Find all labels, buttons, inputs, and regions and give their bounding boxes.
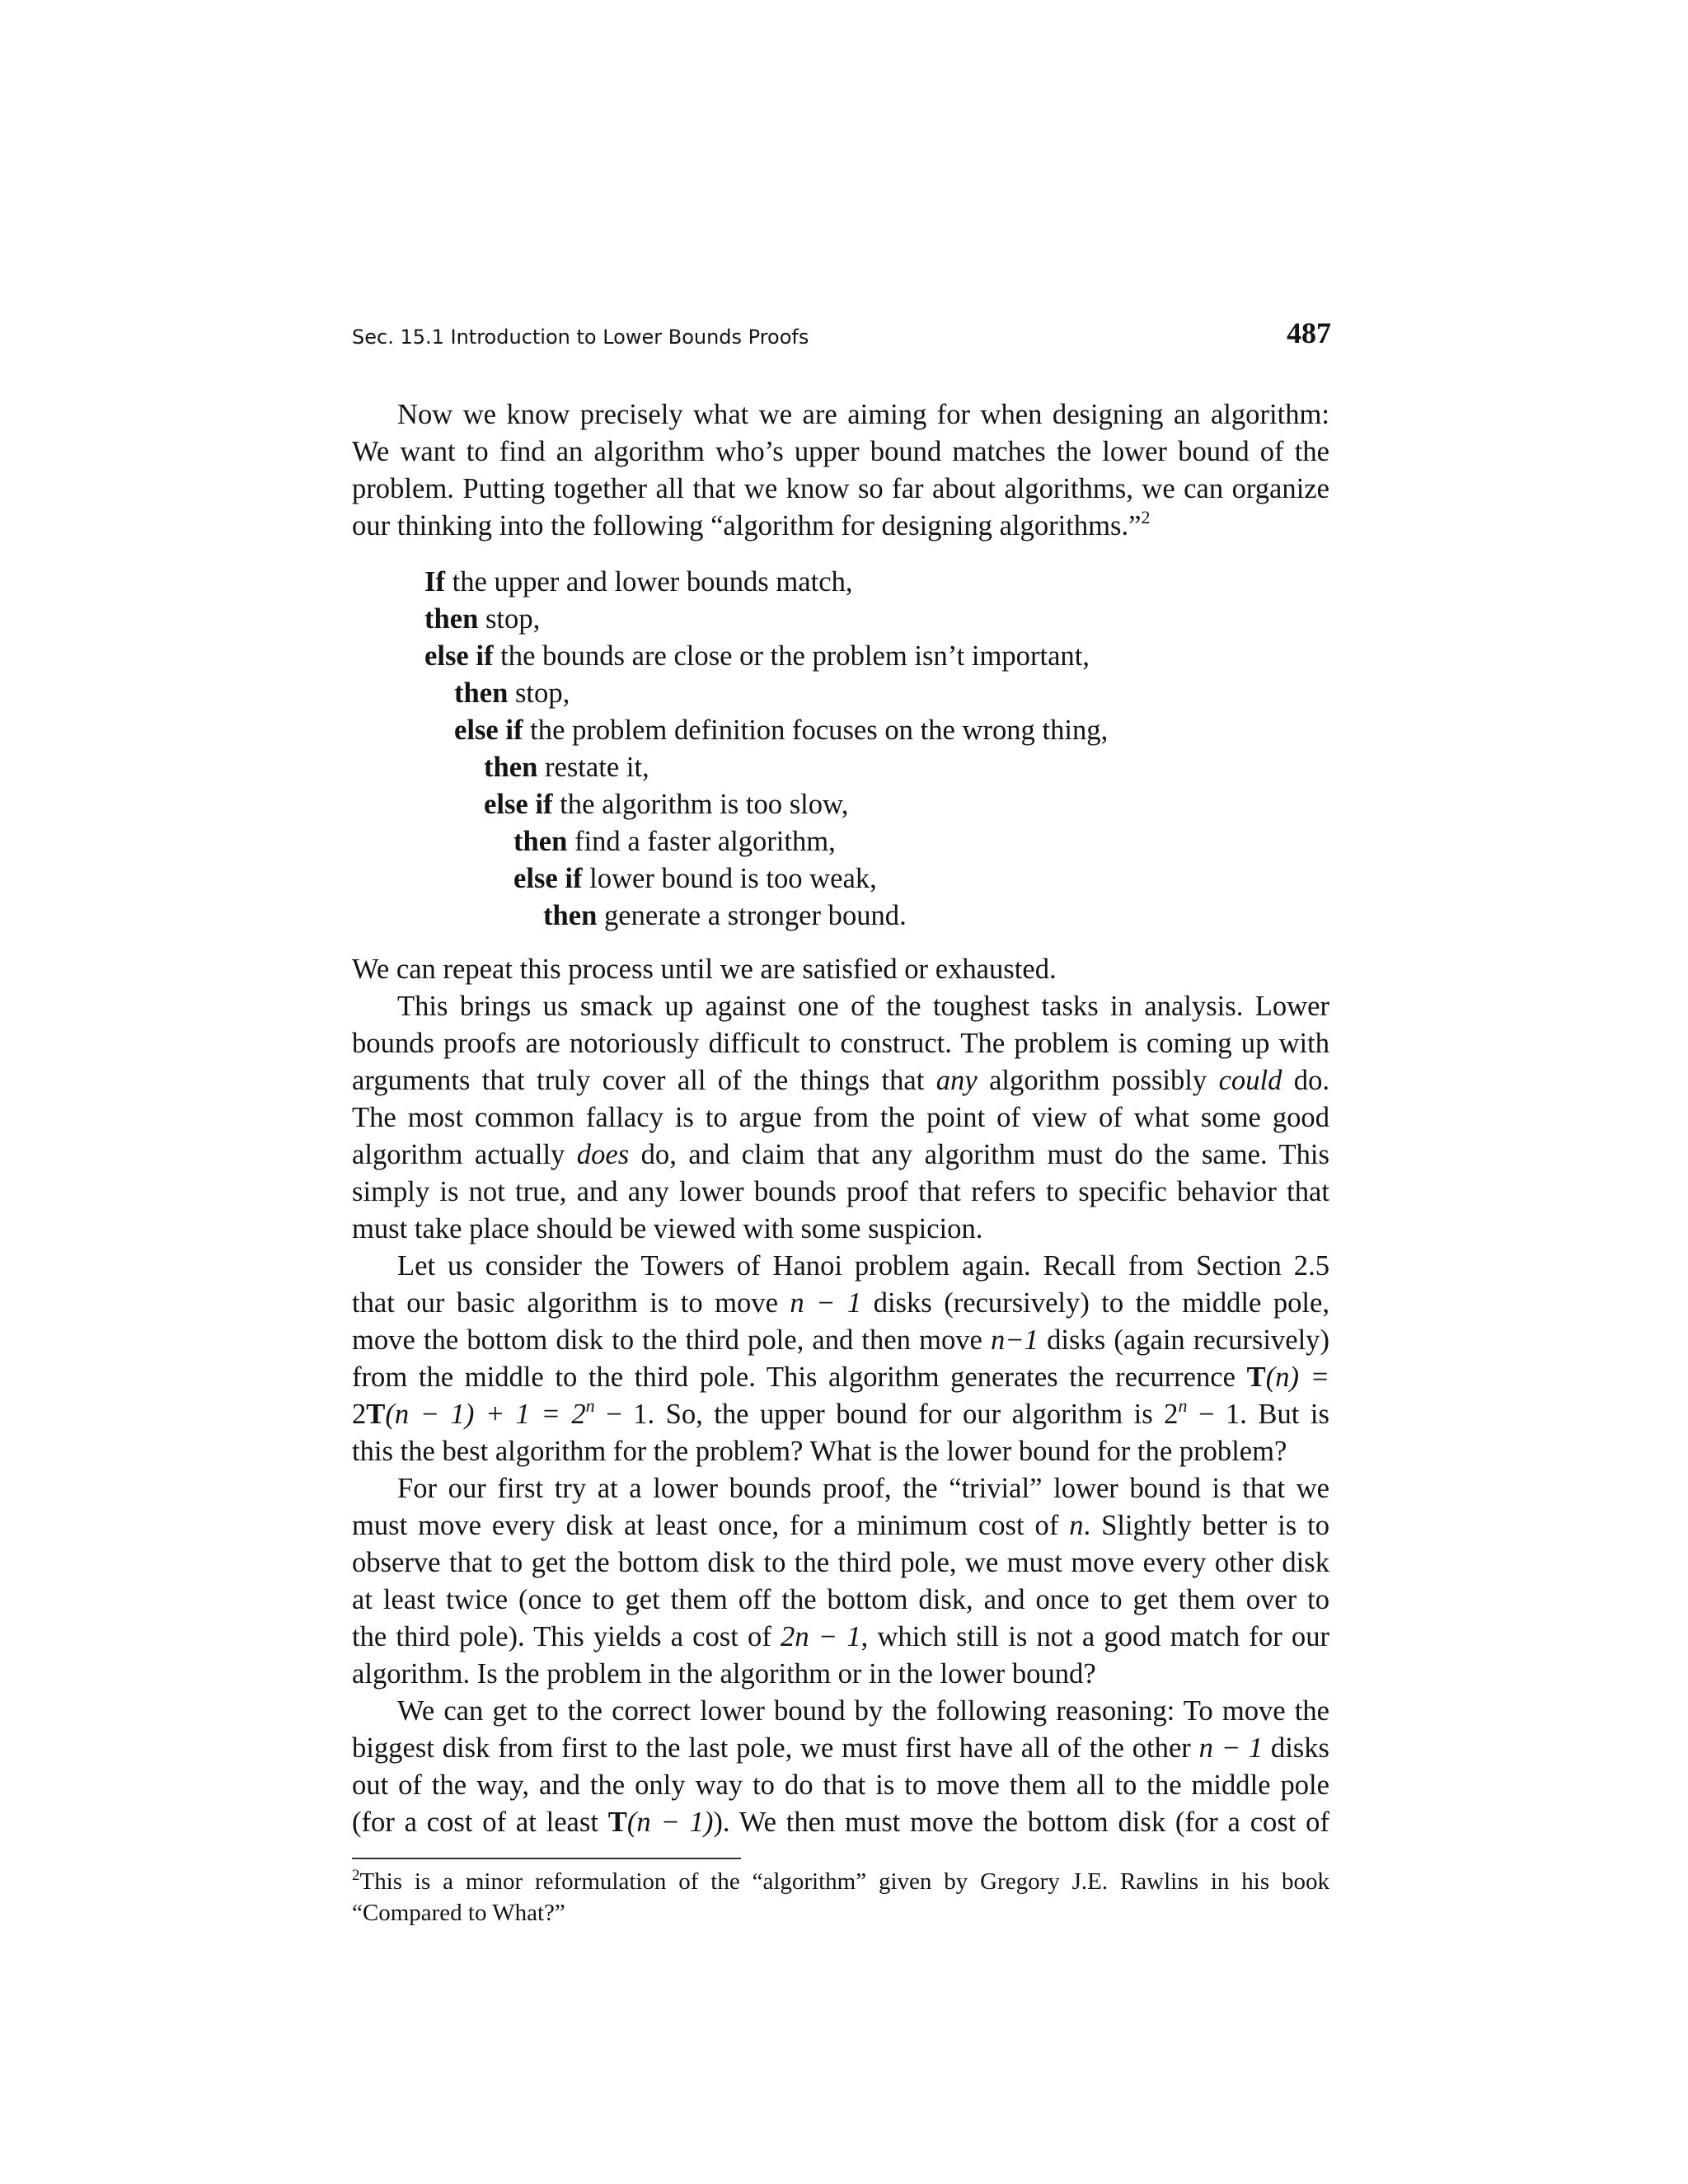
paragraph-2-line-1: This brings us smack up against one of the toughest tasks in analysis. Lower: [397, 991, 1329, 1022]
math-bold-T: T: [607, 1807, 627, 1838]
algorithm-line-9: [513, 860, 877, 898]
emphasis-does: does: [576, 1139, 630, 1170]
footnote-line-2: “Compared to What?”: [352, 1900, 565, 1926]
emphasis-any: any: [935, 1065, 978, 1096]
paragraph-3-line-5: [352, 1396, 1329, 1433]
math-bold-T: T: [1246, 1361, 1266, 1393]
after-algorithm-line: We can repeat this process until we are satisfied or exhausted.: [352, 954, 1057, 985]
algorithm-text: the algorithm is too slow,: [552, 789, 849, 820]
paragraph-3-line-3: [352, 1322, 1329, 1359]
math-expression: − 1: [594, 1399, 648, 1430]
paragraph-3-line-6: this the best algorithm for the problem? What is the lower bound for the problem?: [352, 1436, 1287, 1467]
algorithm-line-1: [424, 564, 853, 601]
math-expression: 2: [352, 1399, 367, 1430]
text-run: ). We then must move the bottom disk (for a cost of: [713, 1807, 1329, 1838]
emphasis-could: could: [1218, 1065, 1282, 1096]
footnote-marker: 2: [1141, 507, 1151, 527]
text-run: the third pole). This yields a cost of: [352, 1621, 781, 1652]
text-run: disks (recursively) to the middle pole,: [861, 1287, 1329, 1319]
math-expression: 2: [1164, 1399, 1179, 1430]
paragraph-2-line-2: bounds proofs are notoriously difficult to construct. The problem is coming up with: [352, 1028, 1329, 1059]
paragraph-2-line-5: [352, 1137, 1329, 1174]
paragraph-1-line-4-text: our thinking into the following “algorithm for designing algorithms.”: [352, 510, 1142, 541]
paragraph-4-line-2: [352, 1507, 1329, 1544]
text-run: (for a cost of at least: [352, 1807, 608, 1838]
text-run: must move every disk at least once, for a minimum cost of: [352, 1510, 1070, 1541]
paragraph-2-line-6: simply is not true, and any lower bounds proof that refers to specific behavior that: [352, 1176, 1329, 1207]
paragraph-2-line-7: must take place should be viewed with some suspicion.: [352, 1213, 983, 1244]
footnote-line-1: [352, 1866, 1329, 1897]
paragraph-4-line-5: [352, 1619, 1329, 1656]
algorithm-line-7: [484, 786, 848, 823]
algorithm-text: lower bound is too weak,: [582, 863, 877, 894]
algorithm-text: find a faster algorithm,: [567, 826, 836, 857]
text-run: . But is: [1240, 1399, 1329, 1430]
text-run: . So, the upper bound for our algorithm is: [647, 1399, 1165, 1430]
algorithm-text: stop,: [478, 603, 541, 635]
footnote-rule: [352, 1858, 741, 1859]
running-header: [350, 312, 1329, 361]
math-expression: (n − 1): [626, 1807, 714, 1838]
math-expression: (n − 1) + 1 = 2: [385, 1399, 586, 1430]
paragraph-5-line-3: out of the way, and the only way to do that is to move them all to the middle pole: [352, 1769, 1329, 1801]
paragraph-2-line-4: The most common fallacy is to argue from the point of view of what some good: [352, 1102, 1329, 1133]
paragraph-1-line-2: We want to find an algorithm who’s upper bound matches the lower bound of the: [352, 436, 1329, 467]
keyword: else if: [424, 640, 494, 672]
algorithm-line-3: [424, 638, 1090, 675]
text-run: algorithm actually: [352, 1139, 577, 1170]
section-title: Sec. 15.1 Introduction to Lower Bounds Proofs: [352, 326, 809, 349]
algorithm-line-8: [513, 823, 836, 860]
text-run: . Slightly better is to: [1083, 1510, 1330, 1541]
footnote-number: 2: [352, 1867, 360, 1884]
text-run: move the bottom disk to the third pole, and then move: [352, 1324, 992, 1356]
math-expression: 2n − 1: [781, 1621, 861, 1652]
paragraph-4-line-6: algorithm. Is the problem in the algorithm or in the lower bound?: [352, 1658, 1096, 1690]
algorithm-line-10: [543, 898, 907, 935]
keyword: else if: [513, 863, 583, 894]
paragraph-5-line-2: [352, 1730, 1329, 1767]
text-run: do.: [1282, 1065, 1330, 1096]
algorithm-text: generate a stronger bound.: [597, 900, 907, 931]
math-expression: − 1: [1187, 1399, 1240, 1430]
algorithm-text: the problem definition focuses on the wrong thing,: [523, 715, 1109, 746]
page-number: 487: [1287, 316, 1331, 349]
paragraph-4-line-3: observe that to get the bottom disk to the third pole, we must move every other disk: [352, 1547, 1329, 1578]
keyword: else if: [454, 715, 523, 746]
math-expression: n − 1: [790, 1287, 862, 1319]
text-run: from the middle to the third pole. This algorithm generates the recurrence: [352, 1361, 1247, 1393]
math-expression: n−1: [991, 1324, 1039, 1356]
keyword: then: [454, 677, 509, 709]
math-exponent: n: [1178, 1395, 1188, 1416]
math-expression: (n) =: [1265, 1361, 1330, 1393]
paragraph-1-line-3: problem. Putting together all that we know so far about algorithms, we can organize: [352, 473, 1329, 504]
paragraph-3-line-4: [352, 1359, 1329, 1396]
keyword: then: [424, 603, 479, 635]
algorithm-line-4: [454, 675, 570, 712]
text-run: do, and claim that any algorithm must do the same. This: [629, 1139, 1329, 1170]
algorithm-text: stop,: [508, 677, 570, 709]
keyword: then: [513, 826, 568, 857]
algorithm-line-2: [424, 601, 540, 638]
text-run: disks: [1263, 1732, 1329, 1764]
keyword: then: [543, 900, 598, 931]
keyword: If: [424, 566, 445, 598]
text-run: disks (again recursively): [1038, 1324, 1329, 1356]
paragraph-4-line-1: For our first try at a lower bounds proof, the “trivial” lower bound is that we: [397, 1473, 1329, 1504]
paragraph-3-line-1: Let us consider the Towers of Hanoi problem again. Recall from Section 2.5: [397, 1250, 1329, 1282]
algorithm-line-5: [454, 712, 1108, 749]
text-run: , which still is not a good match for our: [860, 1621, 1329, 1652]
algorithm-line-6: [484, 749, 649, 786]
paragraph-5-line-1: We can get to the correct lower bound by the following reasoning: To move the: [397, 1695, 1329, 1727]
algorithm-text: restate it,: [537, 752, 649, 783]
text-run: that our basic algorithm is to move: [352, 1287, 790, 1319]
paragraph-5-line-4: [352, 1804, 1329, 1841]
paragraph-3-line-2: [352, 1285, 1329, 1322]
keyword: else if: [484, 789, 553, 820]
math-exponent: n: [585, 1395, 595, 1416]
math-expression: n − 1: [1198, 1732, 1264, 1764]
text-run: biggest disk from first to the last pole, we must first have all of the other: [352, 1732, 1199, 1764]
paragraph-4-line-4: at least twice (once to get them off the bottom disk, and once to get them over to: [352, 1584, 1329, 1615]
text-run: arguments that truly cover all of the things that: [352, 1065, 936, 1096]
paragraph-2-line-3: [352, 1062, 1329, 1099]
keyword: then: [484, 752, 538, 783]
paragraph-1-line-1: Now we know precisely what we are aiming for when designing an algorithm:: [397, 399, 1329, 430]
paragraph-1-line-4: [352, 508, 1329, 545]
footnote-text: This is a minor reformulation of the “algorithm” given by Gregory J.E. Rawlins in his book: [359, 1868, 1329, 1895]
algorithm-text: the bounds are close or the problem isn’t important,: [493, 640, 1090, 672]
math-bold-T: T: [366, 1399, 386, 1430]
algorithm-text: the upper and lower bounds match,: [444, 566, 853, 598]
text-run: algorithm possibly: [977, 1065, 1219, 1096]
math-expression: n: [1069, 1510, 1084, 1541]
